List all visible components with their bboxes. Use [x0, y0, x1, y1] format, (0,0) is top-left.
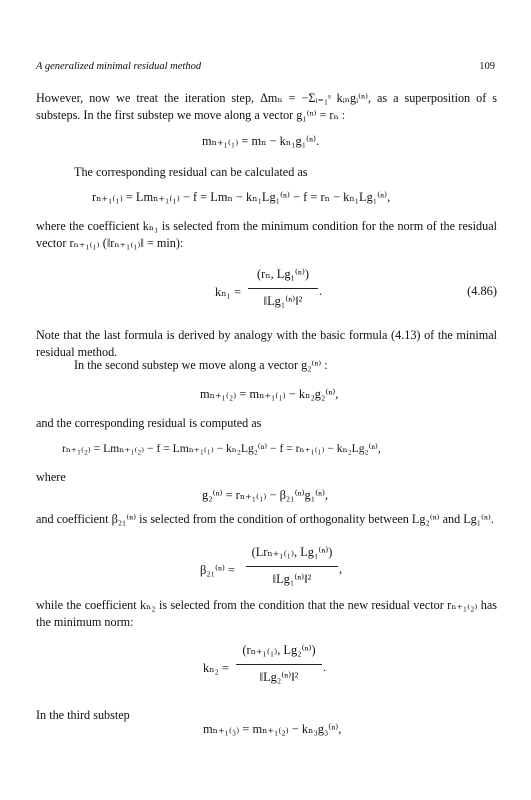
equation-beta-end: , — [339, 562, 343, 576]
paragraph-third-substep: In the third substep — [36, 708, 130, 722]
equation-beta-denominator: ‖Lg₁⁽ⁿ⁾‖² — [272, 572, 312, 586]
page-header — [36, 61, 495, 75]
equation-kn2-lhs: kₙ₂ = — [203, 661, 229, 675]
equation-486-lhs: kₙ₁ = — [215, 285, 241, 299]
equation-beta-numerator: (Lrₙ₊₁₍₁₎, Lg₁⁽ⁿ⁾) — [251, 545, 333, 559]
paragraph-minimum-norm: while the coefficient kₙ₂ is selected from the condition that the new residual vector rₙ₊₁₍₂₎ has the minimum norm: — [36, 598, 497, 629]
equation-kn2-denominator: ‖Lg₂⁽ⁿ⁾‖² — [259, 670, 299, 684]
equation-kn2-fraction — [236, 638, 322, 694]
paragraph-minimum-condition: where the coefficient kₙ₁ is selected from the minimum condition for the norm of the residual vector rₙ₊₁₍₁₎ (‖rₙ₊₁₍₁₎‖ = min): — [36, 219, 497, 250]
paragraph-iteration-step: However, now we treat the iteration step, Δmₙ = −Σᵢ₌₁ˢ kᵢₙgᵢ⁽ⁿ⁾, as a superposition of s substeps. In the first substep we move along a vector g₁⁽ⁿ⁾ = rₙ : — [36, 91, 497, 122]
fraction-bar — [246, 566, 338, 567]
equation-second-residual: rₙ₊₁₍₂₎ = Lmₙ₊₁₍₂₎ − f = Lmₙ₊₁₍₁₎ − kₙ₂Lg₂⁽ⁿ⁾ − f = rₙ₊₁₍₁₎ − kₙ₂Lg₂⁽ⁿ⁾, — [62, 442, 381, 455]
page-number: 109 — [479, 61, 495, 72]
equation-third-substep: mₙ₊₁₍₃₎ = mₙ₊₁₍₂₎ − kₙ₃g₃⁽ⁿ⁾, — [203, 722, 342, 736]
equation-beta-lhs: β₂₁⁽ⁿ⁾ = — [200, 563, 236, 577]
paragraph-residual-intro: The corresponding residual can be calculated as — [74, 165, 308, 179]
fraction-bar — [248, 288, 318, 289]
paragraph-where: where — [36, 470, 66, 484]
equation-486-numerator: (rₙ, Lg₁⁽ⁿ⁾) — [256, 267, 309, 281]
paragraph-second-residual-intro: and the corresponding residual is computed as — [36, 416, 262, 430]
equation-beta-fraction — [246, 540, 338, 596]
equation-kn2-end: . — [323, 660, 327, 674]
running-head: A generalized minimal residual method — [36, 61, 202, 72]
equation-kn2-numerator: (rₙ₊₁₍₁₎, Lg₂⁽ⁿ⁾) — [242, 643, 316, 657]
equation-486-fraction — [248, 262, 318, 318]
equation-first-residual: rₙ₊₁₍₁₎ = Lmₙ₊₁₍₁₎ − f = Lmₙ − kₙ₁Lg₁⁽ⁿ⁾ − f = rₙ − kₙ₁Lg₁⁽ⁿ⁾, — [92, 190, 391, 204]
equation-number-486: (4.86) — [467, 284, 497, 298]
equation-486-denominator: ‖Lg₁⁽ⁿ⁾‖² — [263, 294, 303, 308]
paragraph-orthogonality: and coefficient β₂₁⁽ⁿ⁾ is selected from the condition of orthogonality between Lg₂⁽ⁿ⁾ and Lg₁⁽ⁿ⁾. — [36, 512, 494, 526]
fraction-bar — [236, 664, 322, 665]
equation-g2: g₂⁽ⁿ⁾ = rₙ₊₁₍₁₎ − β₂₁⁽ⁿ⁾g₁⁽ⁿ⁾, — [202, 488, 329, 502]
equation-second-substep: mₙ₊₁₍₂₎ = mₙ₊₁₍₁₎ − kₙ₂g₂⁽ⁿ⁾, — [200, 387, 339, 401]
equation-first-substep: mₙ₊₁₍₁₎ = mₙ − kₙ₁g₁⁽ⁿ⁾. — [202, 134, 320, 148]
paragraph-second-substep: In the second substep we move along a vector g₂⁽ⁿ⁾ : — [74, 358, 328, 372]
paragraph-analogy-note: Note that the last formula is derived by analogy with the basic formula (4.13) of the minimal residual method. — [36, 328, 497, 359]
equation-486-end: . — [319, 284, 323, 298]
